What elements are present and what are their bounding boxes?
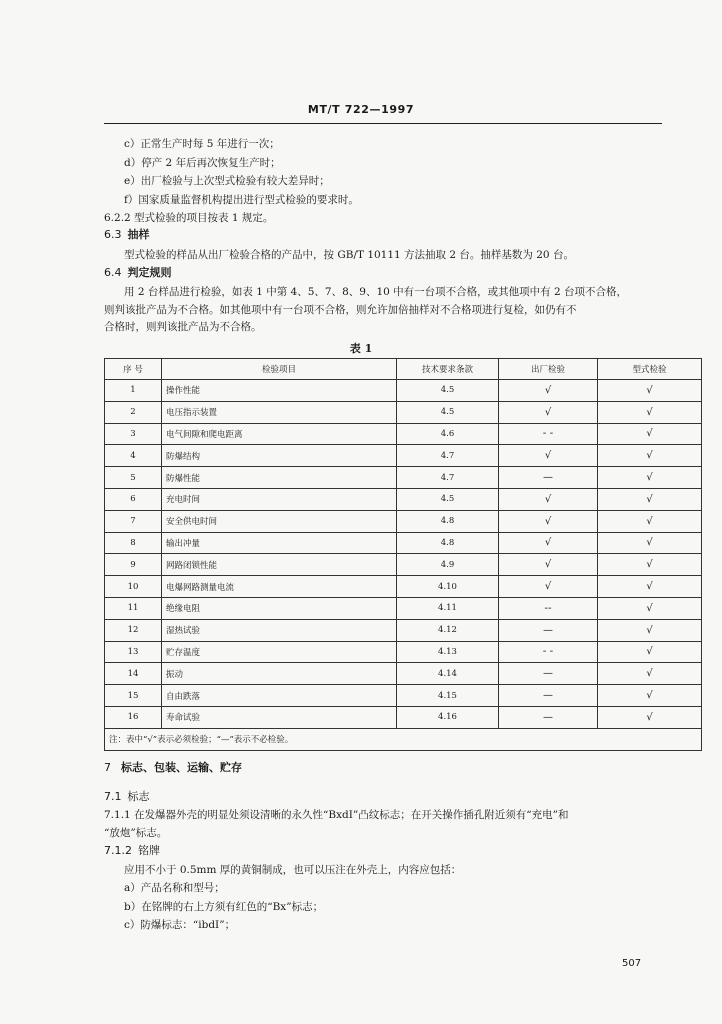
table-row — [105, 380, 702, 402]
row-type-mark: √ — [598, 488, 702, 510]
row-item: 输出冲量 — [162, 532, 397, 554]
clause-7-1-1-line-2: “放炮”标志。 — [104, 827, 168, 839]
list-item-c: c）正常生产时每 5 年进行一次； — [124, 138, 280, 150]
section-title: 抽样 — [127, 228, 150, 241]
table-row — [105, 576, 702, 598]
header-factory: 出厂检验 — [499, 359, 598, 380]
row-item: 电气间隙和爬电距离 — [162, 423, 397, 445]
table-row — [105, 685, 702, 707]
row-clause: 4.16 — [397, 706, 499, 728]
nameplate-item-c: c）防爆标志：“ibdI”； — [124, 919, 236, 931]
row-number: 2 — [105, 401, 162, 423]
row-factory-mark: √ — [499, 532, 598, 554]
row-number: 10 — [105, 576, 162, 598]
section-title: 标志 — [127, 790, 150, 803]
nameplate-item-a: a）产品名称和型号； — [124, 882, 225, 894]
row-clause: 4.8 — [397, 532, 499, 554]
row-item: 网路闭锁性能 — [162, 554, 397, 576]
section-number: 7.1.2 — [104, 844, 132, 857]
section-6-4-heading — [104, 266, 172, 280]
header-clause: 技术要求条款 — [397, 359, 499, 380]
row-type-mark: √ — [598, 467, 702, 489]
row-factory-mark: - - — [499, 641, 598, 663]
section-number: 6.4 — [104, 266, 122, 279]
row-factory-mark: — — [499, 706, 598, 728]
row-clause: 4.11 — [397, 597, 499, 619]
row-factory-mark: — — [499, 467, 598, 489]
paragraph-judgement-line-3: 合格时，则判该批产品为不合格。 — [104, 321, 262, 333]
row-factory-mark: √ — [499, 510, 598, 532]
row-item: 防爆结构 — [162, 445, 397, 467]
row-number: 14 — [105, 663, 162, 685]
row-number: 7 — [105, 510, 162, 532]
row-item: 振动 — [162, 663, 397, 685]
table-row — [105, 510, 702, 532]
row-number: 6 — [105, 488, 162, 510]
nameplate-item-b: b）在铭牌的右上方须有红色的“Bx”标志； — [124, 901, 324, 913]
table-row — [105, 401, 702, 423]
row-clause: 4.12 — [397, 619, 499, 641]
row-type-mark: √ — [598, 619, 702, 641]
row-clause: 4.9 — [397, 554, 499, 576]
table-row — [105, 445, 702, 467]
row-item: 防爆性能 — [162, 467, 397, 489]
section-number: 7 — [104, 761, 111, 774]
row-type-mark: √ — [598, 445, 702, 467]
header-type: 型式检验 — [598, 359, 702, 380]
row-number: 4 — [105, 445, 162, 467]
row-number: 15 — [105, 685, 162, 707]
table-row — [105, 641, 702, 663]
table-title: 表 1 — [349, 342, 373, 355]
table-row — [105, 488, 702, 510]
paragraph-judgement-line-1: 用 2 台样品进行检验，如表 1 中第 4、5、7、8、9、10 中有一台项不合格，或其他项中有 2 台项不合格， — [124, 286, 628, 298]
row-factory-mark: √ — [499, 401, 598, 423]
table-row — [105, 554, 702, 576]
row-factory-mark: — — [499, 685, 598, 707]
header-rule — [104, 123, 662, 124]
clause-6-2-2: 6.2.2 型式检验的项目按表 1 规定。 — [104, 212, 274, 224]
row-type-mark: √ — [598, 554, 702, 576]
section-7-heading — [104, 761, 242, 775]
paragraph-sampling: 型式检验的样品从出厂检验合格的产品中，按 GB/T 10111 方法抽取 2 台。抽样基数为 20 台。 — [124, 249, 574, 261]
row-clause: 4.6 — [397, 423, 499, 445]
row-factory-mark: √ — [499, 488, 598, 510]
row-factory-mark: √ — [499, 380, 598, 402]
row-item: 电爆网路测量电流 — [162, 576, 397, 598]
row-clause: 4.15 — [397, 685, 499, 707]
inspection-table — [104, 358, 702, 751]
paragraph-judgement-line-2: 则判该批产品为不合格。如其他项中有一台项不合格，则允许加倍抽样对不合格项进行复检，如仍有不 — [104, 304, 577, 316]
table-row — [105, 597, 702, 619]
row-item: 绝缘电阻 — [162, 597, 397, 619]
row-clause: 4.5 — [397, 380, 499, 402]
list-item-f: f）国家质量监督机构提出进行型式检验的要求时。 — [124, 194, 359, 206]
row-type-mark: √ — [598, 597, 702, 619]
row-number: 5 — [105, 467, 162, 489]
row-type-mark: √ — [598, 576, 702, 598]
row-number: 12 — [105, 619, 162, 641]
row-number: 1 — [105, 380, 162, 402]
row-type-mark: √ — [598, 663, 702, 685]
row-number: 11 — [105, 597, 162, 619]
table-header-row — [105, 359, 702, 380]
row-factory-mark: - - — [499, 423, 598, 445]
page-number: 507 — [622, 958, 642, 969]
row-type-mark: √ — [598, 423, 702, 445]
row-factory-mark: √ — [499, 554, 598, 576]
row-factory-mark: — — [499, 619, 598, 641]
row-item: 寿命试验 — [162, 706, 397, 728]
row-item: 安全供电时间 — [162, 510, 397, 532]
section-title: 铭牌 — [138, 844, 160, 857]
row-type-mark: √ — [598, 641, 702, 663]
row-factory-mark: √ — [499, 576, 598, 598]
row-clause: 4.8 — [397, 510, 499, 532]
list-item-d: d）停产 2 年后再次恢复生产时； — [124, 157, 281, 169]
table-row — [105, 423, 702, 445]
section-number: 6.3 — [104, 228, 122, 241]
row-item: 电压指示装置 — [162, 401, 397, 423]
section-6-3-heading — [104, 228, 150, 242]
row-number: 16 — [105, 706, 162, 728]
section-7-1-heading — [104, 790, 150, 804]
row-item: 湿热试验 — [162, 619, 397, 641]
row-number: 13 — [105, 641, 162, 663]
row-clause: 4.7 — [397, 467, 499, 489]
row-clause: 4.10 — [397, 576, 499, 598]
list-item-e: e）出厂检验与上次型式检验有较大差异时； — [124, 175, 330, 187]
row-item: 充电时间 — [162, 488, 397, 510]
row-number: 3 — [105, 423, 162, 445]
section-title: 判定规则 — [127, 266, 172, 279]
row-clause: 4.5 — [397, 488, 499, 510]
row-type-mark: √ — [598, 510, 702, 532]
table-row — [105, 706, 702, 728]
row-type-mark: √ — [598, 380, 702, 402]
table-row — [105, 532, 702, 554]
clause-7-1-1-line-1: 7.1.1 在发爆器外壳的明显处须设清晰的永久性“BxdI”凸纹标志；在开关操作插孔附近须有“充电”和 — [104, 809, 569, 821]
row-clause: 4.14 — [397, 663, 499, 685]
section-number: 7.1 — [104, 790, 122, 803]
row-item: 贮存温度 — [162, 641, 397, 663]
row-type-mark: √ — [598, 532, 702, 554]
table-note-row — [105, 728, 702, 750]
running-header: MT/T 722—1997 — [307, 103, 415, 116]
row-item: 自由跌落 — [162, 685, 397, 707]
row-clause: 4.5 — [397, 401, 499, 423]
row-factory-mark: — — [499, 663, 598, 685]
row-factory-mark: -- — [499, 597, 598, 619]
header-item: 检验项目 — [162, 359, 397, 380]
table-row — [105, 663, 702, 685]
row-number: 8 — [105, 532, 162, 554]
paragraph-nameplate: 应用不小于 0.5mm 厚的黄铜制成，也可以压注在外壳上，内容应包括： — [124, 864, 462, 876]
row-number: 9 — [105, 554, 162, 576]
row-clause: 4.7 — [397, 445, 499, 467]
header-seq: 序 号 — [105, 359, 162, 380]
row-factory-mark: √ — [499, 445, 598, 467]
table-row — [105, 467, 702, 489]
row-type-mark: √ — [598, 685, 702, 707]
row-type-mark: √ — [598, 401, 702, 423]
table-note: 注：表中“√”表示必须检验；“—”表示不必检验。 — [105, 728, 702, 750]
table-row — [105, 619, 702, 641]
row-item: 操作性能 — [162, 380, 397, 402]
section-7-1-2-heading — [104, 844, 160, 858]
row-clause: 4.13 — [397, 641, 499, 663]
section-title: 标志、包装、运输、贮存 — [121, 761, 242, 774]
row-type-mark: √ — [598, 706, 702, 728]
